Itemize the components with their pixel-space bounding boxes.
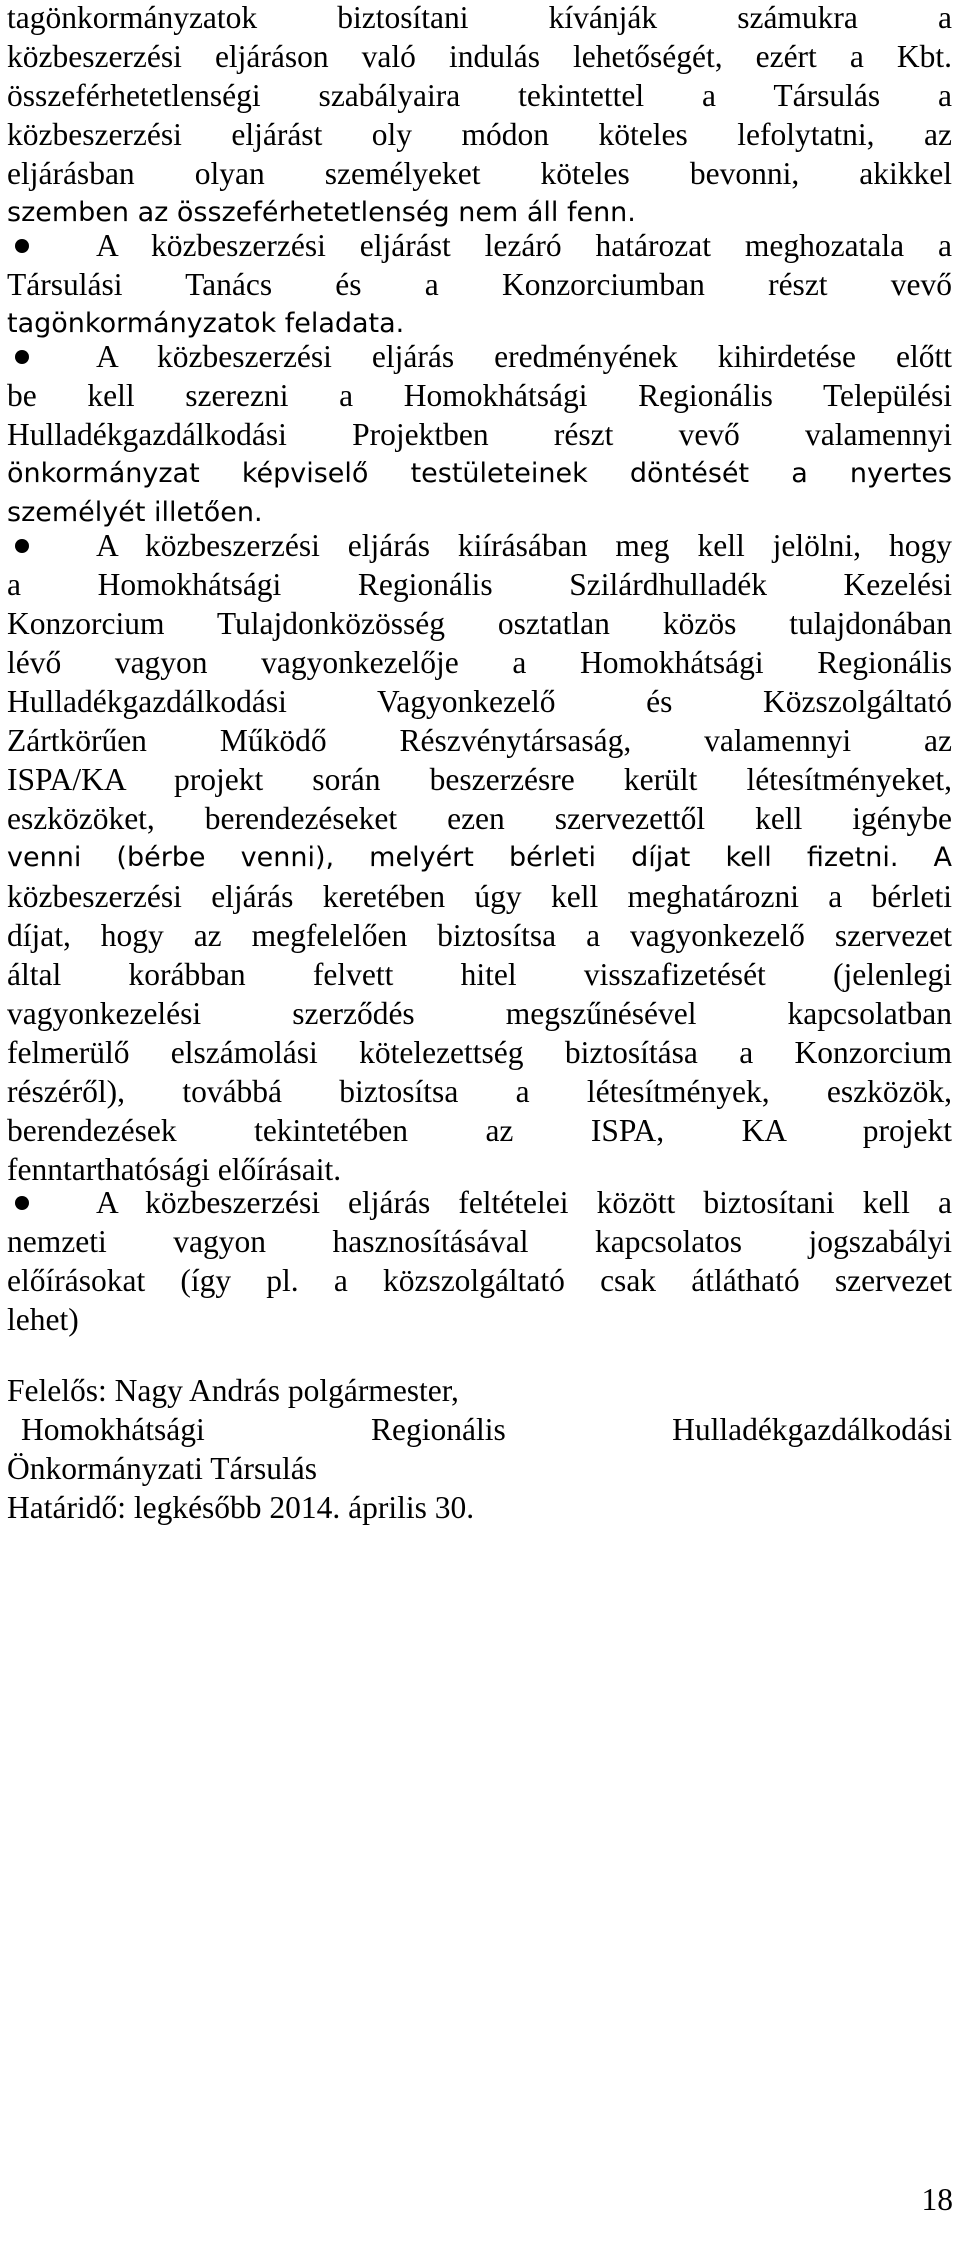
bullet-4-line-4: lehet) — [7, 1302, 79, 1337]
responsible-line-3: Önkormányzati Társulás — [7, 1451, 317, 1486]
page-number: 18 — [921, 2182, 953, 2217]
bullet-1-line-2: Társulási Tanács és a Konzorciumban részt vevő — [7, 267, 952, 302]
bullet-2-line-5: személyét illetően. — [7, 497, 263, 528]
intro-line-2: közbeszerzési eljáráson való indulás lehetőségét, ezért a Kbt. — [7, 39, 952, 74]
bullet-3-line-8: eszközöket, berendezéseket ezen szervezettől kell igénybe — [7, 801, 952, 836]
deadline-line: Határidő: legkésőbb 2014. április 30. — [7, 1490, 475, 1525]
bullet-1-line-3: tagönkormányzatok feladata. — [7, 308, 405, 339]
responsible-line-2: Homokhátsági Regionális Hulladékgazdálkodási — [21, 1412, 952, 1447]
bullet-marker — [15, 539, 29, 553]
intro-line-4: közbeszerzési eljárást oly módon köteles lefolytatni, az — [7, 117, 952, 152]
responsible-line-1: Felelős: Nagy András polgármester, — [7, 1373, 459, 1408]
bullet-3-line-10: közbeszerzési eljárás keretében úgy kell meghatározni a bérleti — [7, 879, 952, 914]
bullet-4-line-1: A közbeszerzési eljárás feltételei között biztosítani kell a — [96, 1185, 952, 1220]
bullet-3-line-12: által korábban felvett hitel visszafizetését (jelenlegi — [7, 957, 952, 992]
bullet-3-line-14: felmerülő elszámolási kötelezettség biztosítása a Konzorcium — [7, 1035, 952, 1070]
bullet-3-line-15: részéről), továbbá biztosítsa a létesítmények, eszközök, — [7, 1074, 952, 1109]
bullet-3-line-1: A közbeszerzési eljárás kiírásában meg kell jelölni, hogy — [96, 528, 952, 563]
intro-line-3: összeférhetetlenségi szabályaira tekintettel a Társulás a — [7, 78, 952, 113]
intro-line-6: szemben az összeférhetetlenség nem áll fenn. — [7, 197, 636, 228]
bullet-marker — [15, 1196, 29, 1210]
bullet-3-line-6: Zártkörűen Működő Részvénytársaság, valamennyi az — [7, 723, 952, 758]
bullet-3-line-4: lévő vagyon vagyonkezelője a Homokhátsági Regionális — [7, 645, 952, 680]
bullet-3-line-17: fenntarthatósági előírásait. — [7, 1152, 342, 1187]
bullet-3-line-13: vagyonkezelési szerződés megszűnésével kapcsolatban — [7, 996, 952, 1031]
bullet-2-line-1: A közbeszerzési eljárás eredményének kihirdetése előtt — [96, 339, 952, 374]
bullet-3-line-11: díjat, hogy az megfelelően biztosítsa a vagyonkezelő szervezet — [7, 918, 952, 953]
bullet-4-line-3: előírásokat (így pl. a közszolgáltató csak átlátható szervezet — [7, 1263, 952, 1298]
bullet-3-line-3: Konzorcium Tulajdonközösség osztatlan közös tulajdonában — [7, 606, 952, 641]
bullet-1-line-1: A közbeszerzési eljárást lezáró határozat meghozatala a — [96, 228, 952, 263]
bullet-2-line-3: Hulladékgazdálkodási Projektben részt vevő valamennyi — [7, 417, 952, 452]
bullet-3-line-7: ISPA/KA projekt során beszerzésre került létesítményeket, — [7, 762, 952, 797]
bullet-3-line-16: berendezések tekintetében az ISPA, KA projekt — [7, 1113, 952, 1148]
intro-line-5: eljárásban olyan személyeket köteles bevonni, akikkel — [7, 156, 952, 191]
bullet-3-line-2: a Homokhátsági Regionális Szilárdhulladék Kezelési — [7, 567, 952, 602]
intro-line-1: tagönkormányzatok biztosítani kívánják számukra a — [7, 0, 952, 35]
bullet-2-line-4: önkormányzat képviselő testületeinek döntését a nyertes — [7, 458, 952, 489]
bullet-marker — [15, 350, 29, 364]
bullet-4-line-2: nemzeti vagyon hasznosításával kapcsolatos jogszabályi — [7, 1224, 952, 1259]
bullet-3-line-5: Hulladékgazdálkodási Vagyonkezelő és Közszolgáltató — [7, 684, 952, 719]
bullet-marker — [15, 239, 29, 253]
bullet-2-line-2: be kell szerezni a Homokhátsági Regionális Települési — [7, 378, 952, 413]
bullet-3-line-9: venni (bérbe venni), melyért bérleti díjat kell fizetni. A — [7, 842, 952, 873]
